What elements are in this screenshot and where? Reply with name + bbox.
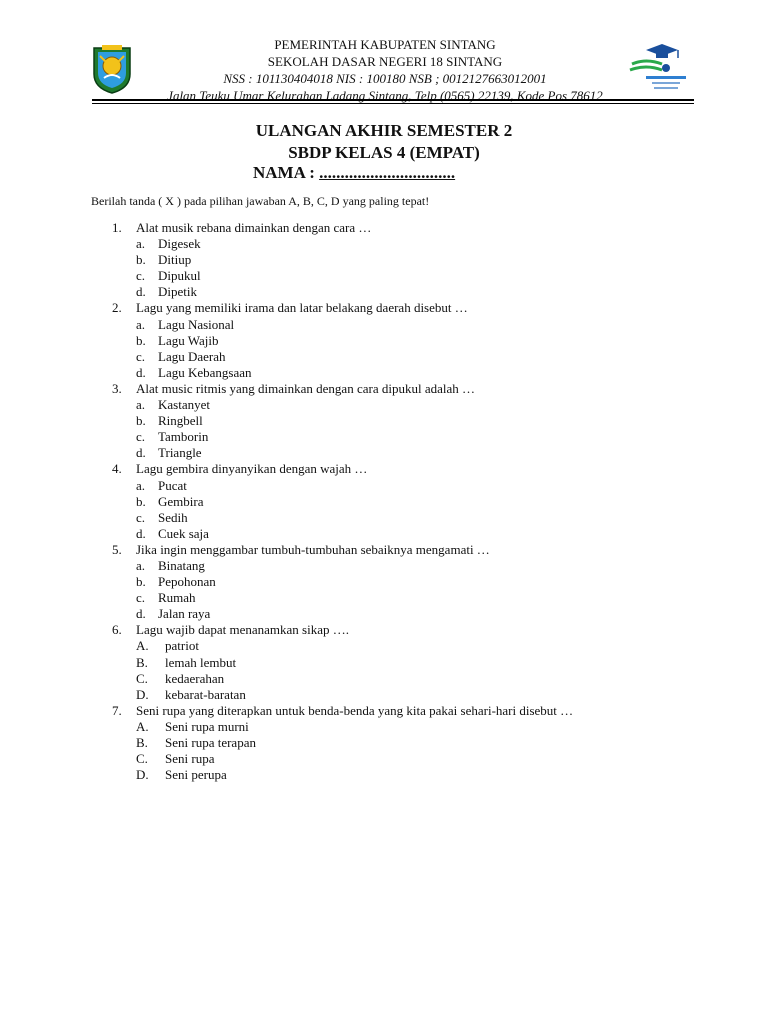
- exam-subject: SBDP KELAS 4 (EMPAT): [288, 143, 480, 162]
- option-letter: C.: [136, 670, 148, 686]
- question-item: [112, 461, 712, 541]
- name-blank: ................................: [319, 163, 456, 182]
- option-text: Pepohonan: [158, 574, 216, 590]
- question-item: [112, 542, 712, 622]
- option-text: Kastanyet: [158, 397, 210, 413]
- option-text: Seni rupa terapan: [165, 735, 256, 750]
- option-letter: d.: [136, 525, 146, 541]
- exam-title: ULANGAN AKHIR SEMESTER 2: [255, 121, 513, 140]
- question-text: Lagu yang memiliki irama dan latar belakang daerah disebut …: [136, 300, 468, 316]
- option-text: Seni rupa: [165, 751, 215, 767]
- option-letter: A.: [136, 718, 149, 734]
- option-letter: a.: [136, 557, 146, 573]
- option-letter: D.: [136, 767, 149, 783]
- option-text: Lagu Wajib: [158, 332, 219, 348]
- question-number: 2.: [112, 300, 122, 316]
- question-text: Alat musik rebana dimainkan dengan cara …: [136, 220, 372, 235]
- answer-option[interactable]: [112, 284, 712, 300]
- question-number: 4.: [112, 461, 122, 477]
- answer-option[interactable]: [112, 638, 712, 654]
- option-text: Seni rupa murni: [165, 718, 249, 734]
- question-item: [112, 300, 712, 380]
- question-item: [112, 220, 712, 300]
- letterhead-divider: [92, 99, 694, 101]
- question-number: 7.: [112, 702, 122, 718]
- option-text: Dipetik: [158, 284, 197, 300]
- option-letter: a.: [136, 236, 146, 252]
- answer-option[interactable]: [112, 397, 712, 413]
- option-text: Lagu Daerah: [158, 348, 226, 364]
- question-text: Alat music ritmis yang dimainkan dengan cara dipukul adalah …: [136, 380, 475, 396]
- answer-option[interactable]: [112, 719, 712, 735]
- option-text: Tamborin: [158, 429, 209, 445]
- question-item: [112, 703, 712, 783]
- option-letter: d.: [136, 284, 146, 300]
- option-letter: d.: [136, 606, 146, 622]
- option-text: Lagu Kebangsaan: [158, 364, 252, 380]
- option-letter: B.: [136, 654, 148, 670]
- answer-option[interactable]: [112, 735, 712, 751]
- question-row: [112, 703, 712, 719]
- answer-option[interactable]: [112, 687, 712, 703]
- letterhead-school: SEKOLAH DASAR NEGERI 18 SINTANG: [267, 54, 503, 69]
- question-item: [112, 381, 712, 461]
- letterhead-address: Jalan Teuku Umar Kelurahan Ladang Sintang, Telp (0565) 22139, Kode Pos 78612: [167, 88, 603, 103]
- question-number: 6.: [112, 622, 122, 638]
- answer-option[interactable]: [112, 268, 712, 284]
- question-row: [112, 300, 712, 316]
- name-label: NAMA :: [253, 163, 320, 182]
- instruction-text: Berilah tanda ( X ) pada pilihan jawaban A, B, C, D yang paling tepat!: [91, 194, 430, 208]
- question-text: Lagu wajib dapat menanamkan sikap ….: [136, 622, 349, 638]
- option-letter: B.: [136, 735, 148, 750]
- option-text: Gembira: [158, 493, 204, 509]
- option-letter: c.: [136, 590, 146, 606]
- answer-option[interactable]: [112, 655, 712, 671]
- question-list: [112, 220, 712, 783]
- letterhead: [120, 36, 650, 104]
- answer-option[interactable]: [112, 365, 712, 381]
- letterhead-identifiers: NSS : 101130404018 NIS : 100180 NSB ; 0012127663012001: [223, 71, 547, 86]
- option-text: Seni perupa: [165, 767, 227, 783]
- answer-option[interactable]: [112, 236, 712, 252]
- question-item: [112, 622, 712, 702]
- question-number: 5.: [112, 541, 122, 557]
- option-text: Pucat: [158, 477, 187, 493]
- option-text: Sedih: [158, 509, 188, 525]
- answer-option[interactable]: [112, 751, 712, 767]
- student-name-field: [253, 163, 455, 183]
- option-letter: b.: [136, 252, 146, 268]
- letterhead-divider-thin: [92, 103, 694, 104]
- answer-option[interactable]: [112, 526, 712, 542]
- answer-option[interactable]: [112, 606, 712, 622]
- option-letter: c.: [136, 268, 146, 284]
- option-text: Rumah: [158, 590, 196, 606]
- option-letter: c.: [136, 348, 146, 364]
- answer-option[interactable]: [112, 510, 712, 526]
- answer-option[interactable]: [112, 445, 712, 461]
- question-row: [112, 542, 712, 558]
- option-text: Ditiup: [158, 252, 192, 268]
- question-row: [112, 622, 712, 638]
- answer-option[interactable]: [112, 317, 712, 333]
- answer-option[interactable]: [112, 429, 712, 445]
- option-letter: a.: [136, 316, 146, 332]
- option-text: Ringbell: [158, 413, 203, 429]
- option-text: Dipukul: [158, 268, 201, 284]
- option-letter: a.: [136, 477, 146, 493]
- question-text: Seni rupa yang diterapkan untuk benda-benda yang kita pakai sehari-hari disebut …: [136, 702, 574, 718]
- option-letter: b.: [136, 574, 146, 590]
- option-letter: d.: [136, 445, 146, 461]
- answer-option[interactable]: [112, 590, 712, 606]
- question-number: 3.: [112, 380, 122, 396]
- option-text: kedaerahan: [165, 670, 225, 686]
- option-text: Lagu Nasional: [158, 316, 235, 332]
- answer-option[interactable]: [112, 767, 712, 783]
- answer-option[interactable]: [112, 478, 712, 494]
- letterhead-government: PEMERINTAH KABUPATEN SINTANG: [274, 37, 496, 52]
- option-letter: C.: [136, 751, 148, 767]
- answer-option[interactable]: [112, 333, 712, 349]
- question-text: Lagu gembira dinyanyikan dengan wajah …: [136, 461, 368, 477]
- answer-option[interactable]: [112, 494, 712, 510]
- option-text: patriot: [165, 638, 199, 654]
- question-number: 1.: [112, 220, 122, 235]
- option-letter: c.: [136, 429, 146, 445]
- option-text: lemah lembut: [165, 654, 237, 670]
- answer-option[interactable]: [112, 252, 712, 268]
- option-letter: b.: [136, 332, 146, 348]
- answer-option[interactable]: [112, 349, 712, 365]
- question-text: Jika ingin menggambar tumbuh-tumbuhan sebaiknya mengamati …: [136, 541, 490, 557]
- option-letter: a.: [136, 397, 146, 413]
- option-text: Digesek: [158, 236, 201, 252]
- option-letter: d.: [136, 364, 146, 380]
- question-row: [112, 461, 712, 477]
- answer-option[interactable]: [112, 671, 712, 687]
- question-row: [112, 220, 712, 236]
- option-text: Jalan raya: [158, 606, 211, 622]
- question-row: [112, 381, 712, 397]
- option-text: Triangle: [158, 445, 202, 461]
- option-letter: A.: [136, 638, 149, 654]
- option-text: kebarat-baratan: [165, 686, 246, 702]
- answer-option[interactable]: [112, 574, 712, 590]
- option-letter: c.: [136, 509, 146, 525]
- option-text: Binatang: [158, 557, 205, 573]
- option-text: Cuek saja: [158, 525, 209, 541]
- answer-option[interactable]: [112, 558, 712, 574]
- option-letter: b.: [136, 413, 146, 429]
- answer-option[interactable]: [112, 413, 712, 429]
- option-letter: b.: [136, 493, 146, 509]
- option-letter: D.: [136, 686, 149, 702]
